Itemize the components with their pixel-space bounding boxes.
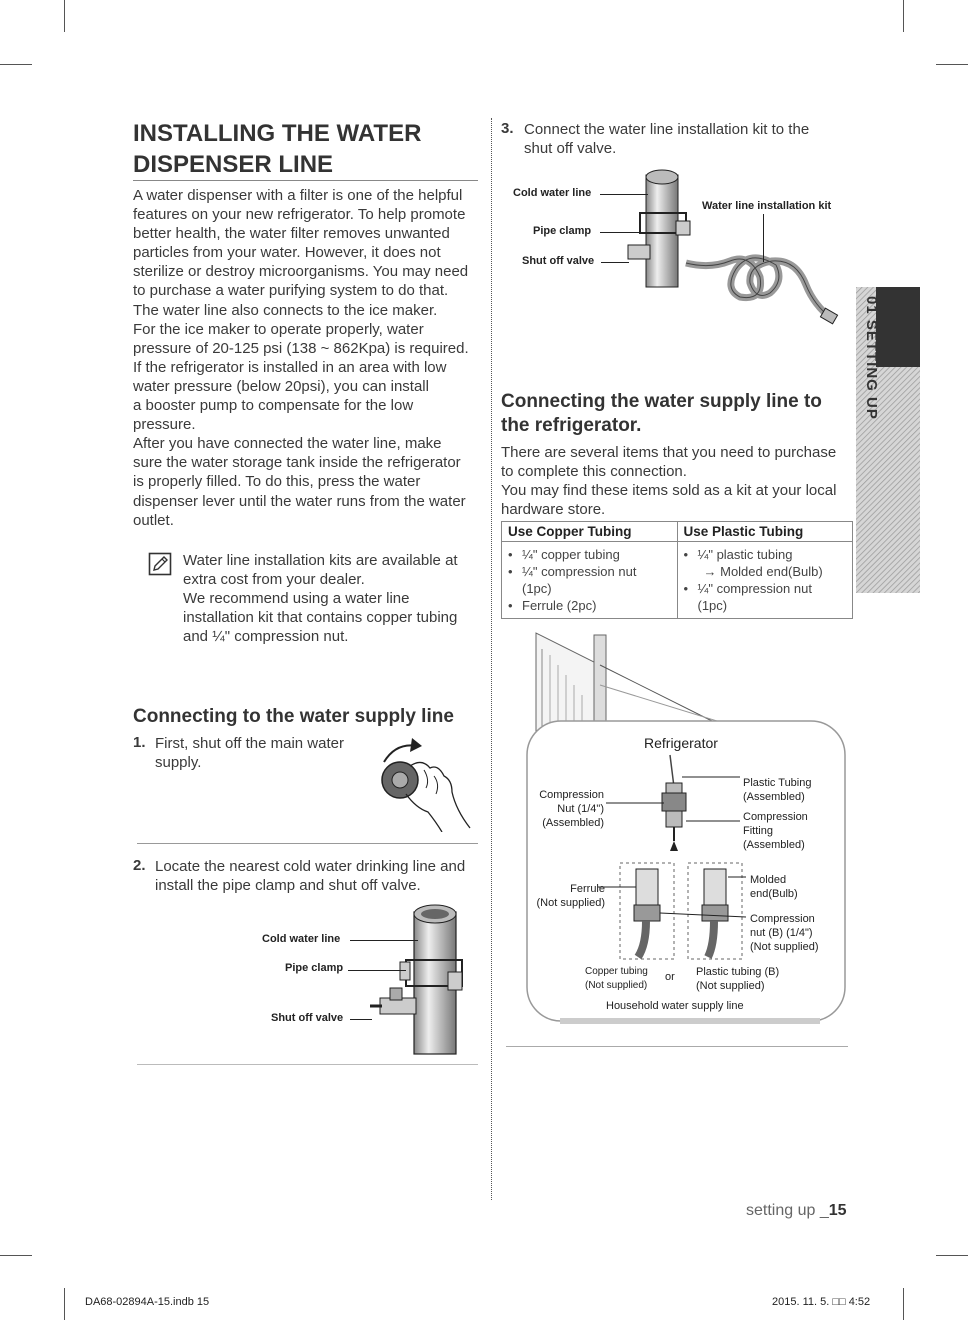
plastic-items [677, 542, 853, 619]
column-divider [491, 118, 492, 1200]
fig4-label-compression-nut [530, 788, 604, 830]
intro-line: outlet. [133, 511, 174, 529]
crop-mark [936, 1255, 968, 1256]
title-line-2: DISPENSER LINE [133, 151, 334, 178]
label-line: (Assembled) [542, 817, 604, 829]
label-line: Copper tubing [585, 966, 648, 977]
fig3-label-kit: Water line installation kit [702, 200, 832, 212]
body-line: There are several items that you need to purchase [501, 444, 837, 461]
intro-line: sterilize or destroy microorganisms. You may need [133, 263, 469, 281]
crop-mark [64, 0, 65, 32]
intro-line: features on your new refrigerator. To help promote [133, 206, 466, 224]
side-tab-label: 01 SETTING UP [863, 296, 880, 420]
label-line: (Not supplied) [696, 980, 765, 992]
pipe-clamp-illustration [340, 902, 470, 1058]
label-line: Fitting [743, 825, 773, 837]
note-text [183, 551, 478, 646]
label-line: nut (B) (1/4") [750, 927, 813, 939]
section-title-line: the refrigerator. [501, 415, 642, 436]
fig2-label-shut-off-valve: Shut off valve [271, 1012, 344, 1024]
list-item: • ¼" copper tubing [508, 547, 620, 562]
table-header-row [502, 522, 853, 542]
label-line: Molded [750, 874, 787, 886]
label-line: Plastic Tubing [743, 777, 812, 789]
intro-line: is properly filled. To do this, press the water [133, 473, 421, 491]
intro-line: The water line also connects to the ice maker. [133, 301, 438, 319]
crop-mark [0, 64, 32, 65]
list-item: • ¼" compression nut (1pc) [683, 581, 812, 613]
label-line: (Not supplied) [750, 941, 819, 953]
step-divider [137, 843, 478, 844]
right-bottom-rule [506, 1046, 848, 1047]
intro-line: For the ice maker to operate properly, water [133, 320, 424, 338]
intro-line: A water dispenser with a filter is one of the helpful [133, 187, 463, 204]
crop-mark [936, 64, 968, 65]
step-1-line: supply. [155, 754, 202, 771]
crop-mark [64, 1288, 65, 1320]
fig3-label-cold-water-line: Cold water line [513, 187, 592, 199]
note-line: We recommend using a water line [183, 590, 410, 608]
tubing-table [501, 521, 853, 619]
leader-line [350, 940, 418, 941]
item-text: ¼" compression nut [522, 564, 637, 579]
leader-line [600, 194, 648, 195]
body-line: You may find these items sold as a kit at your local [501, 482, 837, 500]
label-line: Compression [750, 913, 815, 925]
intro-line: sure the water storage tank inside the refrigerator [133, 454, 461, 472]
list-item: • Ferrule (2pc) [508, 598, 597, 613]
item-text: (1pc) [697, 598, 728, 613]
note-line: Water line installation kits are available at [183, 552, 458, 569]
left-bottom-rule [137, 1064, 478, 1065]
fig4-label-molded-end [750, 873, 798, 901]
fig4-label-plastic-tubing [743, 776, 811, 804]
crop-mark [0, 1255, 32, 1256]
hand-valve-illustration [366, 736, 478, 832]
title-line-1: INSTALLING THE WATER [133, 120, 422, 147]
fig4-label-household: Household water supply line [606, 1000, 744, 1012]
item-text: Ferrule (2pc) [522, 598, 597, 613]
intro-line: pressure. [133, 416, 196, 434]
intro-line: dispenser lever until the water runs from the water [133, 492, 466, 510]
step-3-text [524, 120, 854, 158]
fig3-label-pipe-clamp: Pipe clamp [533, 225, 592, 237]
intro-line: water pressure (below 20psi), you can install [133, 377, 429, 395]
label-line: Ferrule [570, 883, 605, 895]
fig4-label-copper-tubing [585, 965, 648, 993]
body-line: hardware store. [501, 501, 606, 519]
table-header-copper: Use Copper Tubing [502, 522, 678, 542]
step-2-text [155, 857, 485, 895]
fig4-label-compression-nut-b [750, 912, 818, 954]
leader-line [600, 232, 642, 233]
note-line: and ¼" compression nut. [183, 628, 349, 646]
crop-mark [903, 1288, 904, 1320]
kit-connection-illustration [600, 165, 846, 345]
fig4-label-refrigerator: Refrigerator [644, 735, 718, 751]
leader-line [348, 970, 406, 971]
fig3-label-shut-off-valve: Shut off valve [522, 255, 595, 267]
fig2-label-cold-water-line: Cold water line [262, 933, 341, 945]
page-number-prefix: setting up _ [746, 1202, 829, 1219]
label-line: (Not supplied) [585, 980, 648, 991]
list-item: • ¼" plastic tubing → Molded end(Bulb) [683, 547, 823, 579]
intro-line: particles from your water. However, it does not [133, 244, 441, 262]
step-1-line: First, shut off the main water [155, 735, 344, 752]
leader-line [350, 1019, 372, 1020]
leader-line [601, 262, 629, 263]
intro-line: to purchase a water purifying system to do that. [133, 282, 449, 300]
fig4-label-or: or [665, 971, 675, 983]
label-line: Compression [539, 789, 604, 801]
section-title-supply-line: Connecting to the water supply line [133, 706, 454, 727]
leader-line [763, 214, 764, 262]
step-1-number: 1. [133, 734, 146, 751]
page-number-value: 15 [828, 1202, 847, 1219]
label-line: (Assembled) [743, 791, 805, 803]
label-line: Nut (1/4") [557, 803, 604, 815]
intro-line: After you have connected the water line, make [133, 435, 442, 453]
fig4-label-ferrule [529, 882, 605, 910]
label-line: (Assembled) [743, 839, 805, 851]
copper-items [502, 542, 678, 619]
list-item: • ¼" compression nut (1pc) [508, 564, 637, 596]
crop-mark [903, 0, 904, 32]
label-line: Plastic tubing (B) [696, 966, 780, 978]
fig4-label-plastic-tubing-b [696, 965, 779, 993]
step-3-line: shut off valve. [524, 140, 617, 157]
label-line: Compression [743, 811, 808, 823]
section-title-line: Connecting the water supply line to [501, 391, 822, 412]
footer-date: 2015. 11. 5. □□ 4:52 [772, 1296, 871, 1308]
refrigerator-paragraph [501, 443, 853, 519]
item-text: → Molded end(Bulb) [703, 564, 823, 579]
intro-paragraph [133, 186, 481, 530]
item-text: (1pc) [522, 581, 552, 596]
label-line: (Not supplied) [536, 897, 605, 909]
table-row [502, 542, 853, 619]
intro-line: If the refrigerator is installed in an area with low [133, 358, 447, 376]
title-rule [133, 180, 478, 181]
note-icon [148, 552, 172, 576]
table-header-plastic: Use Plastic Tubing [677, 522, 853, 542]
step-2-number: 2. [133, 857, 146, 874]
note-line: installation kit that contains copper tubing [183, 609, 458, 627]
step-1-text [155, 734, 375, 772]
item-text: ¼" plastic tubing [697, 547, 793, 562]
body-line: to complete this connection. [501, 463, 687, 481]
fig2-label-pipe-clamp: Pipe clamp [285, 962, 344, 974]
item-text: ¼" compression nut [697, 581, 812, 596]
section-title-refrigerator [501, 390, 846, 438]
intro-line: better health, the water filter removes unwanted [133, 225, 450, 243]
intro-line: pressure of 20-125 psi (138 ~ 862Kpa) is required. [133, 339, 469, 357]
step-2-line: install the pipe clamp and shut off valve. [155, 877, 421, 894]
step-3-line: Connect the water line installation kit to the [524, 121, 810, 138]
label-line: end(Bulb) [750, 888, 798, 900]
intro-line: a booster pump to compensate for the low [133, 397, 414, 415]
step-2-line: Locate the nearest cold water drinking line and [155, 858, 466, 875]
page-number [746, 1202, 847, 1220]
footer-file: DA68-02894A-15.indb 15 [85, 1296, 210, 1308]
fig4-label-compression-fitting [743, 810, 808, 852]
note-line: extra cost from your dealer. [183, 571, 365, 589]
page-title [133, 118, 478, 180]
item-text: ¼" copper tubing [522, 547, 620, 562]
step-3-number: 3. [501, 120, 514, 137]
